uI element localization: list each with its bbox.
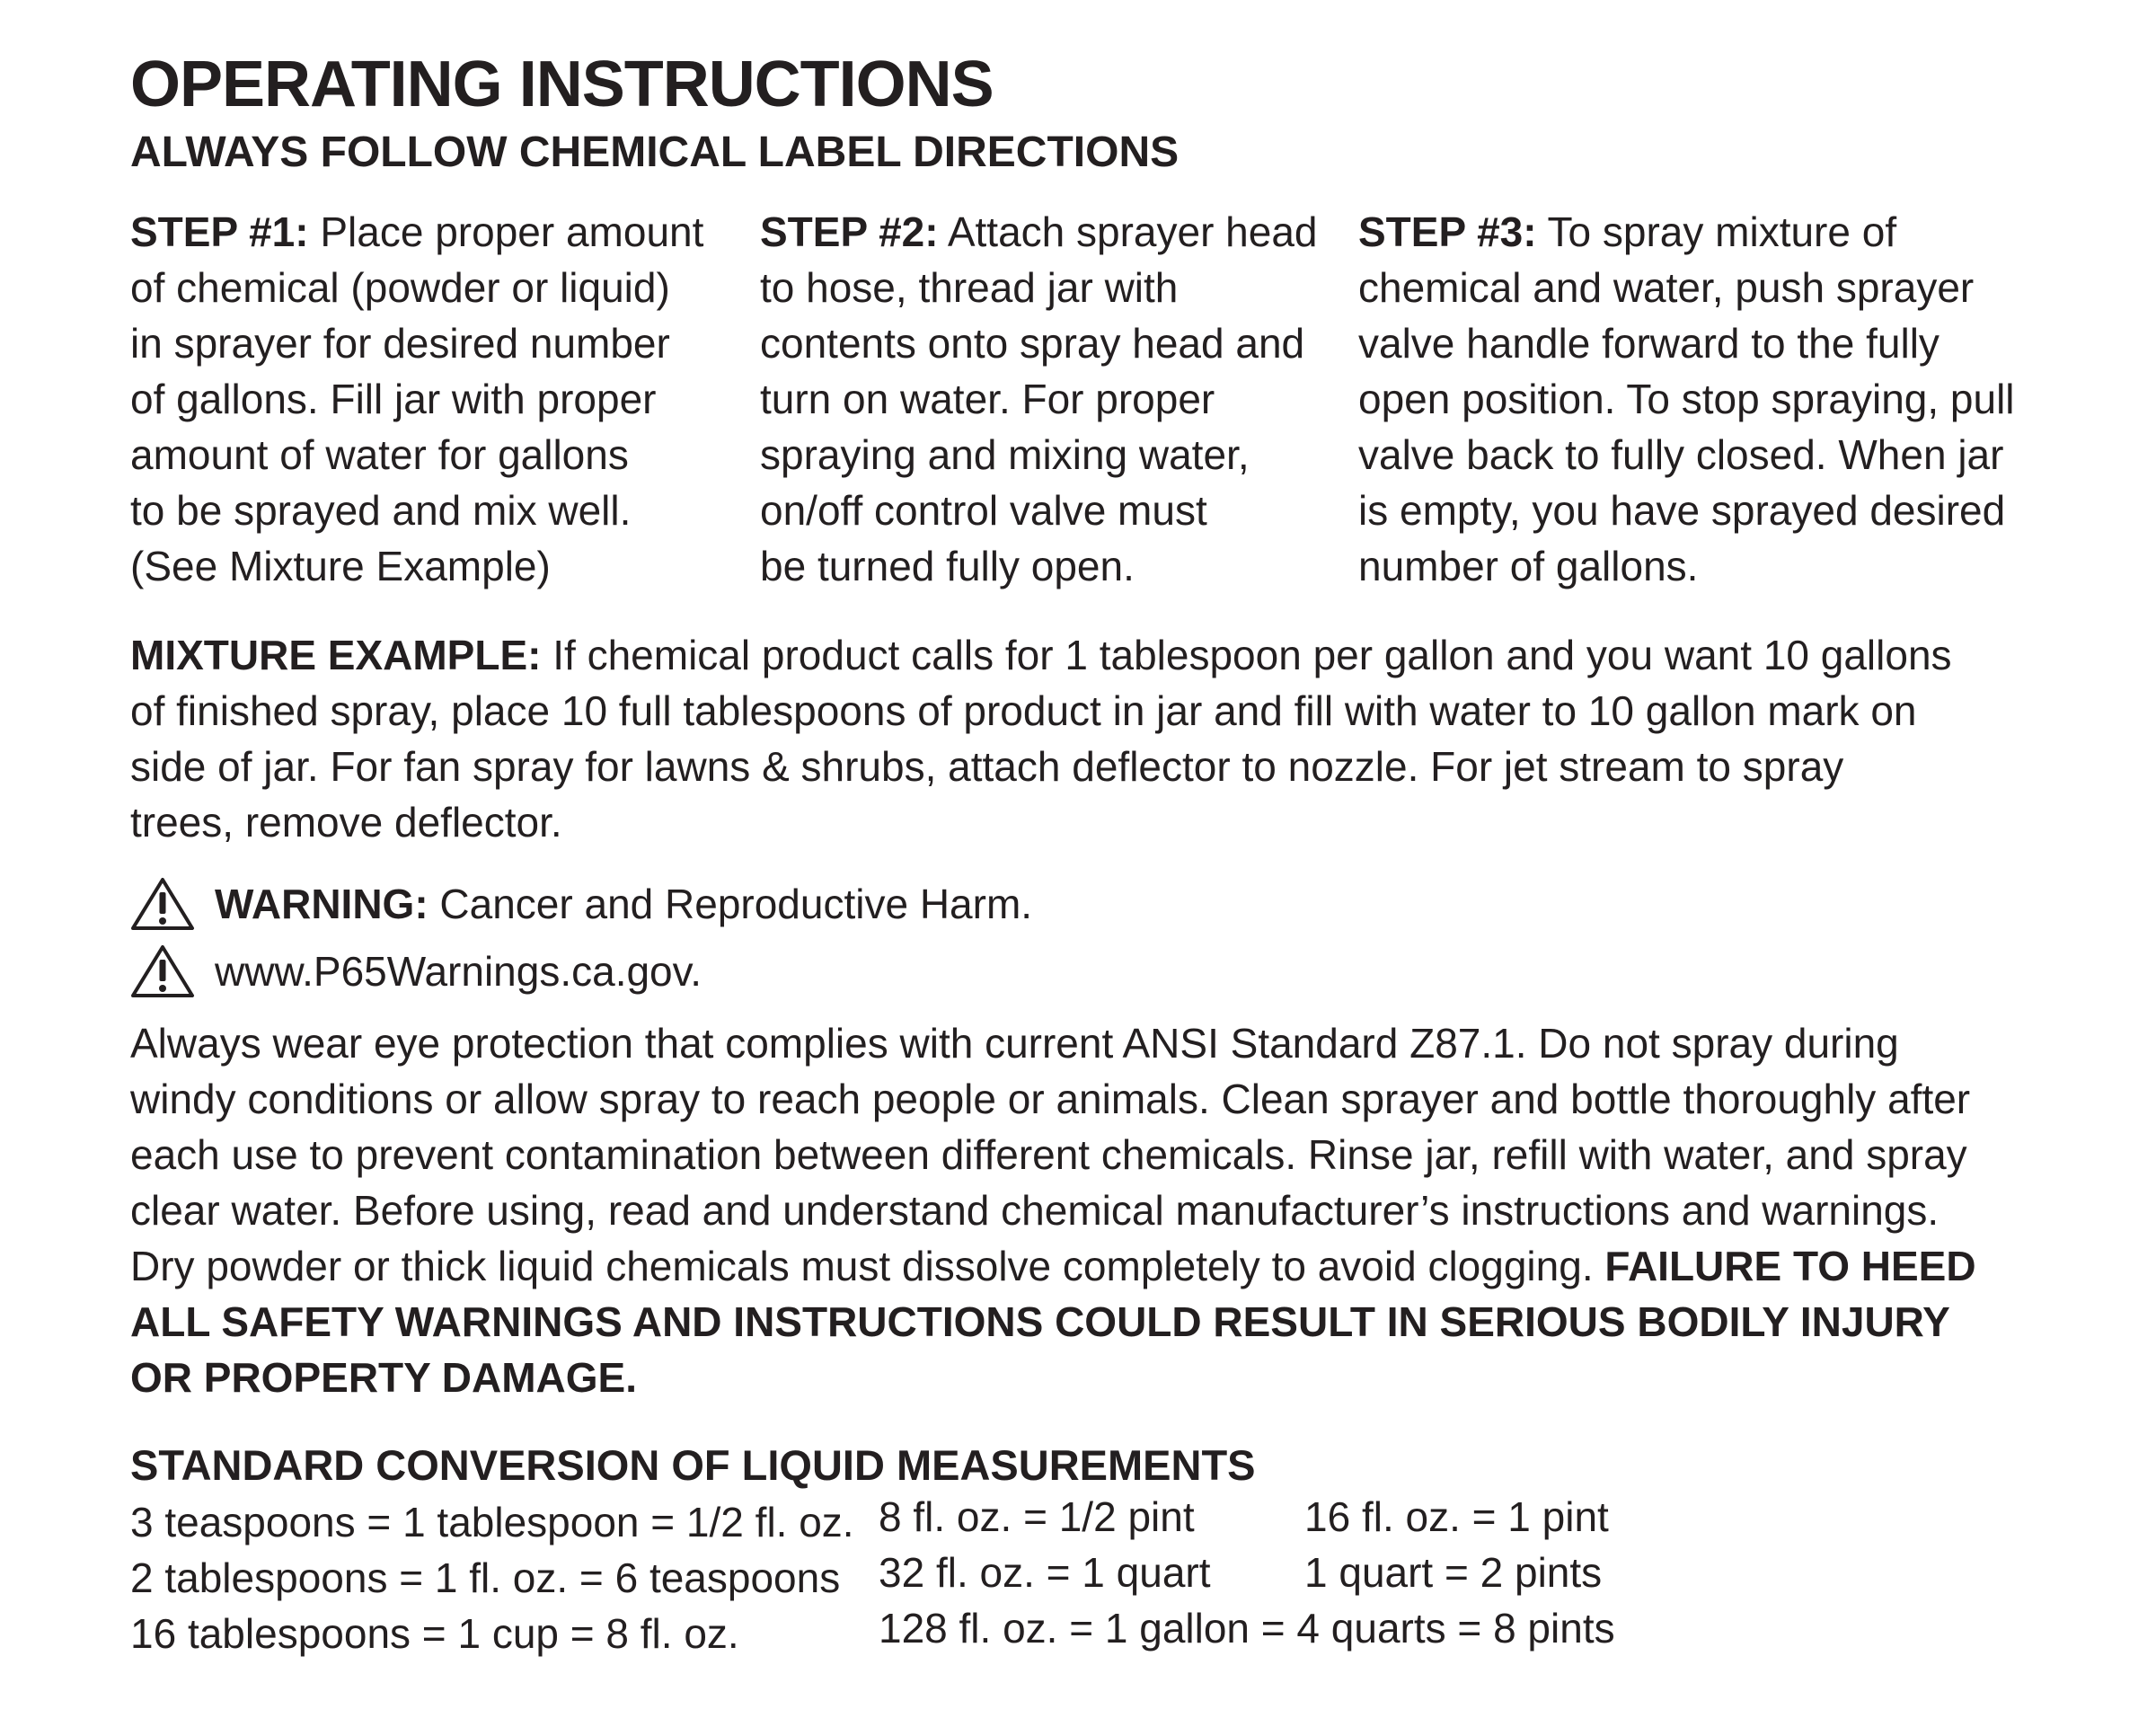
warning-line-cancer (130, 876, 1032, 932)
warning-text: Cancer and Reproductive Harm. (428, 881, 1033, 927)
page-title: OPERATING INSTRUCTIONS (130, 49, 994, 120)
conversion-item: 128 fl. oz. = 1 gallon = 4 quarts = 8 pints (879, 1605, 1615, 1652)
conversion-column-2 (879, 1489, 1211, 1600)
mixture-example (130, 627, 1952, 850)
safety-text: Always wear eye protection that complies with current ANSI Standard Z87.1. Do not spray during windy conditions or allow spray to reach people or animals. Clean sprayer and bottle thoroughly after each use to prevent contamination between different chemicals. Rinse jar, refill with water, and spray clear water. Before using, read and understand chemical manufacturer’s instructions and warnings. Dry powder or thick liquid chemicals must dissolve completely to avoid clogging. (130, 1020, 1971, 1289)
warning-triangle-icon (130, 876, 195, 932)
step-3-text: To spray mixture of chemical and water, push sprayer valve handle forward to the fully open position. To stop spraying, pull valve back to fully closed. When jar is empty, you have sprayed desired number of gallons. (1358, 208, 2015, 589)
step-2-text: Attach sprayer head to hose, thread jar with contents onto spray head and turn on water. For proper spraying and mixing water, on/off control valve must be turned fully open. (760, 208, 1318, 589)
step-1-text: Place proper amount of chemical (powder or liquid) in sprayer for desired number of gallons. Fill jar with proper amount of water for gallons to be sprayed and mix well. (See Mixture Example) (130, 208, 704, 589)
conversion-item: 3 teaspoons = 1 tablespoon = 1/2 fl. oz. (130, 1499, 854, 1545)
conversion-item: 16 fl. oz. = 1 pint (1304, 1493, 1609, 1540)
mixture-example-label: MIXTURE EXAMPLE: (130, 632, 542, 678)
warning-website: www.P65Warnings.ca.gov. (215, 948, 702, 995)
safety-instructions (130, 1015, 1976, 1405)
step-3-label: STEP #3: (1358, 208, 1537, 255)
warning-triangle-icon (130, 943, 195, 999)
step-2 (760, 204, 1318, 594)
page-subtitle: ALWAYS FOLLOW CHEMICAL LABEL DIRECTIONS (130, 128, 1180, 176)
conversion-item: 2 tablespoons = 1 fl. oz. = 6 teaspoons (130, 1554, 841, 1601)
safety-emphasis: FAILURE TO HEED ALL SAFETY WARNINGS AND INSTRUCTIONS COULD RESULT IN SERIOUS BODILY INJURY OR PROPERTY DAMAGE. (130, 1243, 1976, 1401)
step-2-label: STEP #2: (760, 208, 939, 255)
conversion-item: 32 fl. oz. = 1 quart (879, 1549, 1211, 1596)
step-3 (1358, 204, 2015, 594)
mixture-example-text: If chemical product calls for 1 tablespoon per gallon and you want 10 gallons of finished spray, place 10 full tablespoons of product in jar and fill with water to 10 gallon mark on side of jar. For fan spray for lawns & shrubs, attach deflector to nozzle. For jet stream to spray trees, remove deflector. (130, 632, 1952, 846)
conversion-item: 8 fl. oz. = 1/2 pint (879, 1493, 1195, 1540)
warning-label: WARNING: (215, 881, 429, 927)
conversion-item: 1 quart = 2 pints (1304, 1549, 1603, 1596)
warning-line-website (130, 943, 702, 999)
conversion-gallon-row (879, 1600, 1615, 1656)
step-1 (130, 204, 703, 594)
conversion-heading: STANDARD CONVERSION OF LIQUID MEASUREMENTS (130, 1441, 1256, 1489)
conversion-column-3 (1304, 1489, 1609, 1600)
conversion-item: 16 tablespoons = 1 cup = 8 fl. oz. (130, 1610, 739, 1657)
step-1-label: STEP #1: (130, 208, 309, 255)
conversion-column-1 (130, 1494, 854, 1661)
